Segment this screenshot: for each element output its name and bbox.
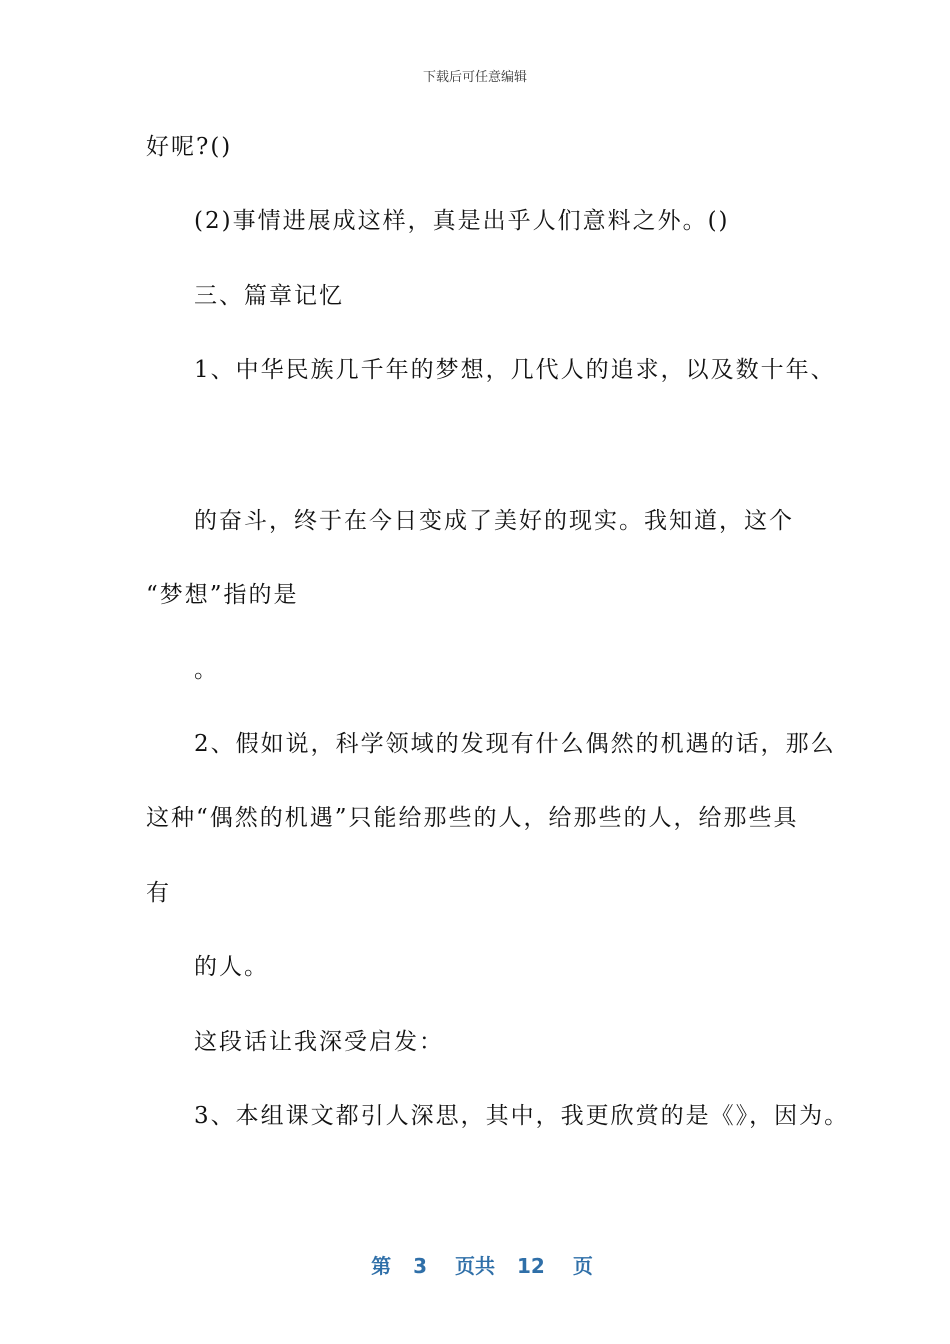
footer-label-page: 第 [371, 1254, 392, 1278]
text-line: 3、本组课文都引人深思，其中，我更欣赏的是《》，因为。 [194, 1103, 850, 1129]
page-footer [0, 1226, 950, 1279]
section-heading: 三、篇章记忆 [194, 283, 344, 309]
text-line: 好呢?() [146, 134, 233, 160]
text-line: 这种“偶然的机遇”只能给那些的人，给那些的人，给那些具 [146, 805, 799, 831]
footer-label-of: 页共 [455, 1254, 495, 1278]
footer-total-pages: 12 [517, 1254, 545, 1278]
text-line: (2)事情进展成这样，真是出乎人们意料之外。() [194, 208, 730, 234]
text-line: 的奋斗，终于在今日变成了美好的现实。我知道，这个 [194, 508, 794, 534]
text-line: 的人。 [194, 954, 269, 980]
text-line: “梦想”指的是 [146, 582, 299, 608]
page-header: 下载后可任意编辑 [422, 70, 527, 85]
footer-current-page: 3 [413, 1254, 427, 1278]
text-line: 有 [146, 880, 171, 906]
text-line: 1、中华民族几千年的梦想，几代人的追求，以及数十年、 [194, 357, 836, 383]
text-line: 这段话让我深受启发： [194, 1029, 444, 1055]
text-line: 。 [194, 657, 219, 683]
text-line: 2、假如说，科学领域的发现有什么偶然的机遇的话，那么 [194, 731, 836, 757]
footer-label-end: 页 [572, 1254, 593, 1278]
